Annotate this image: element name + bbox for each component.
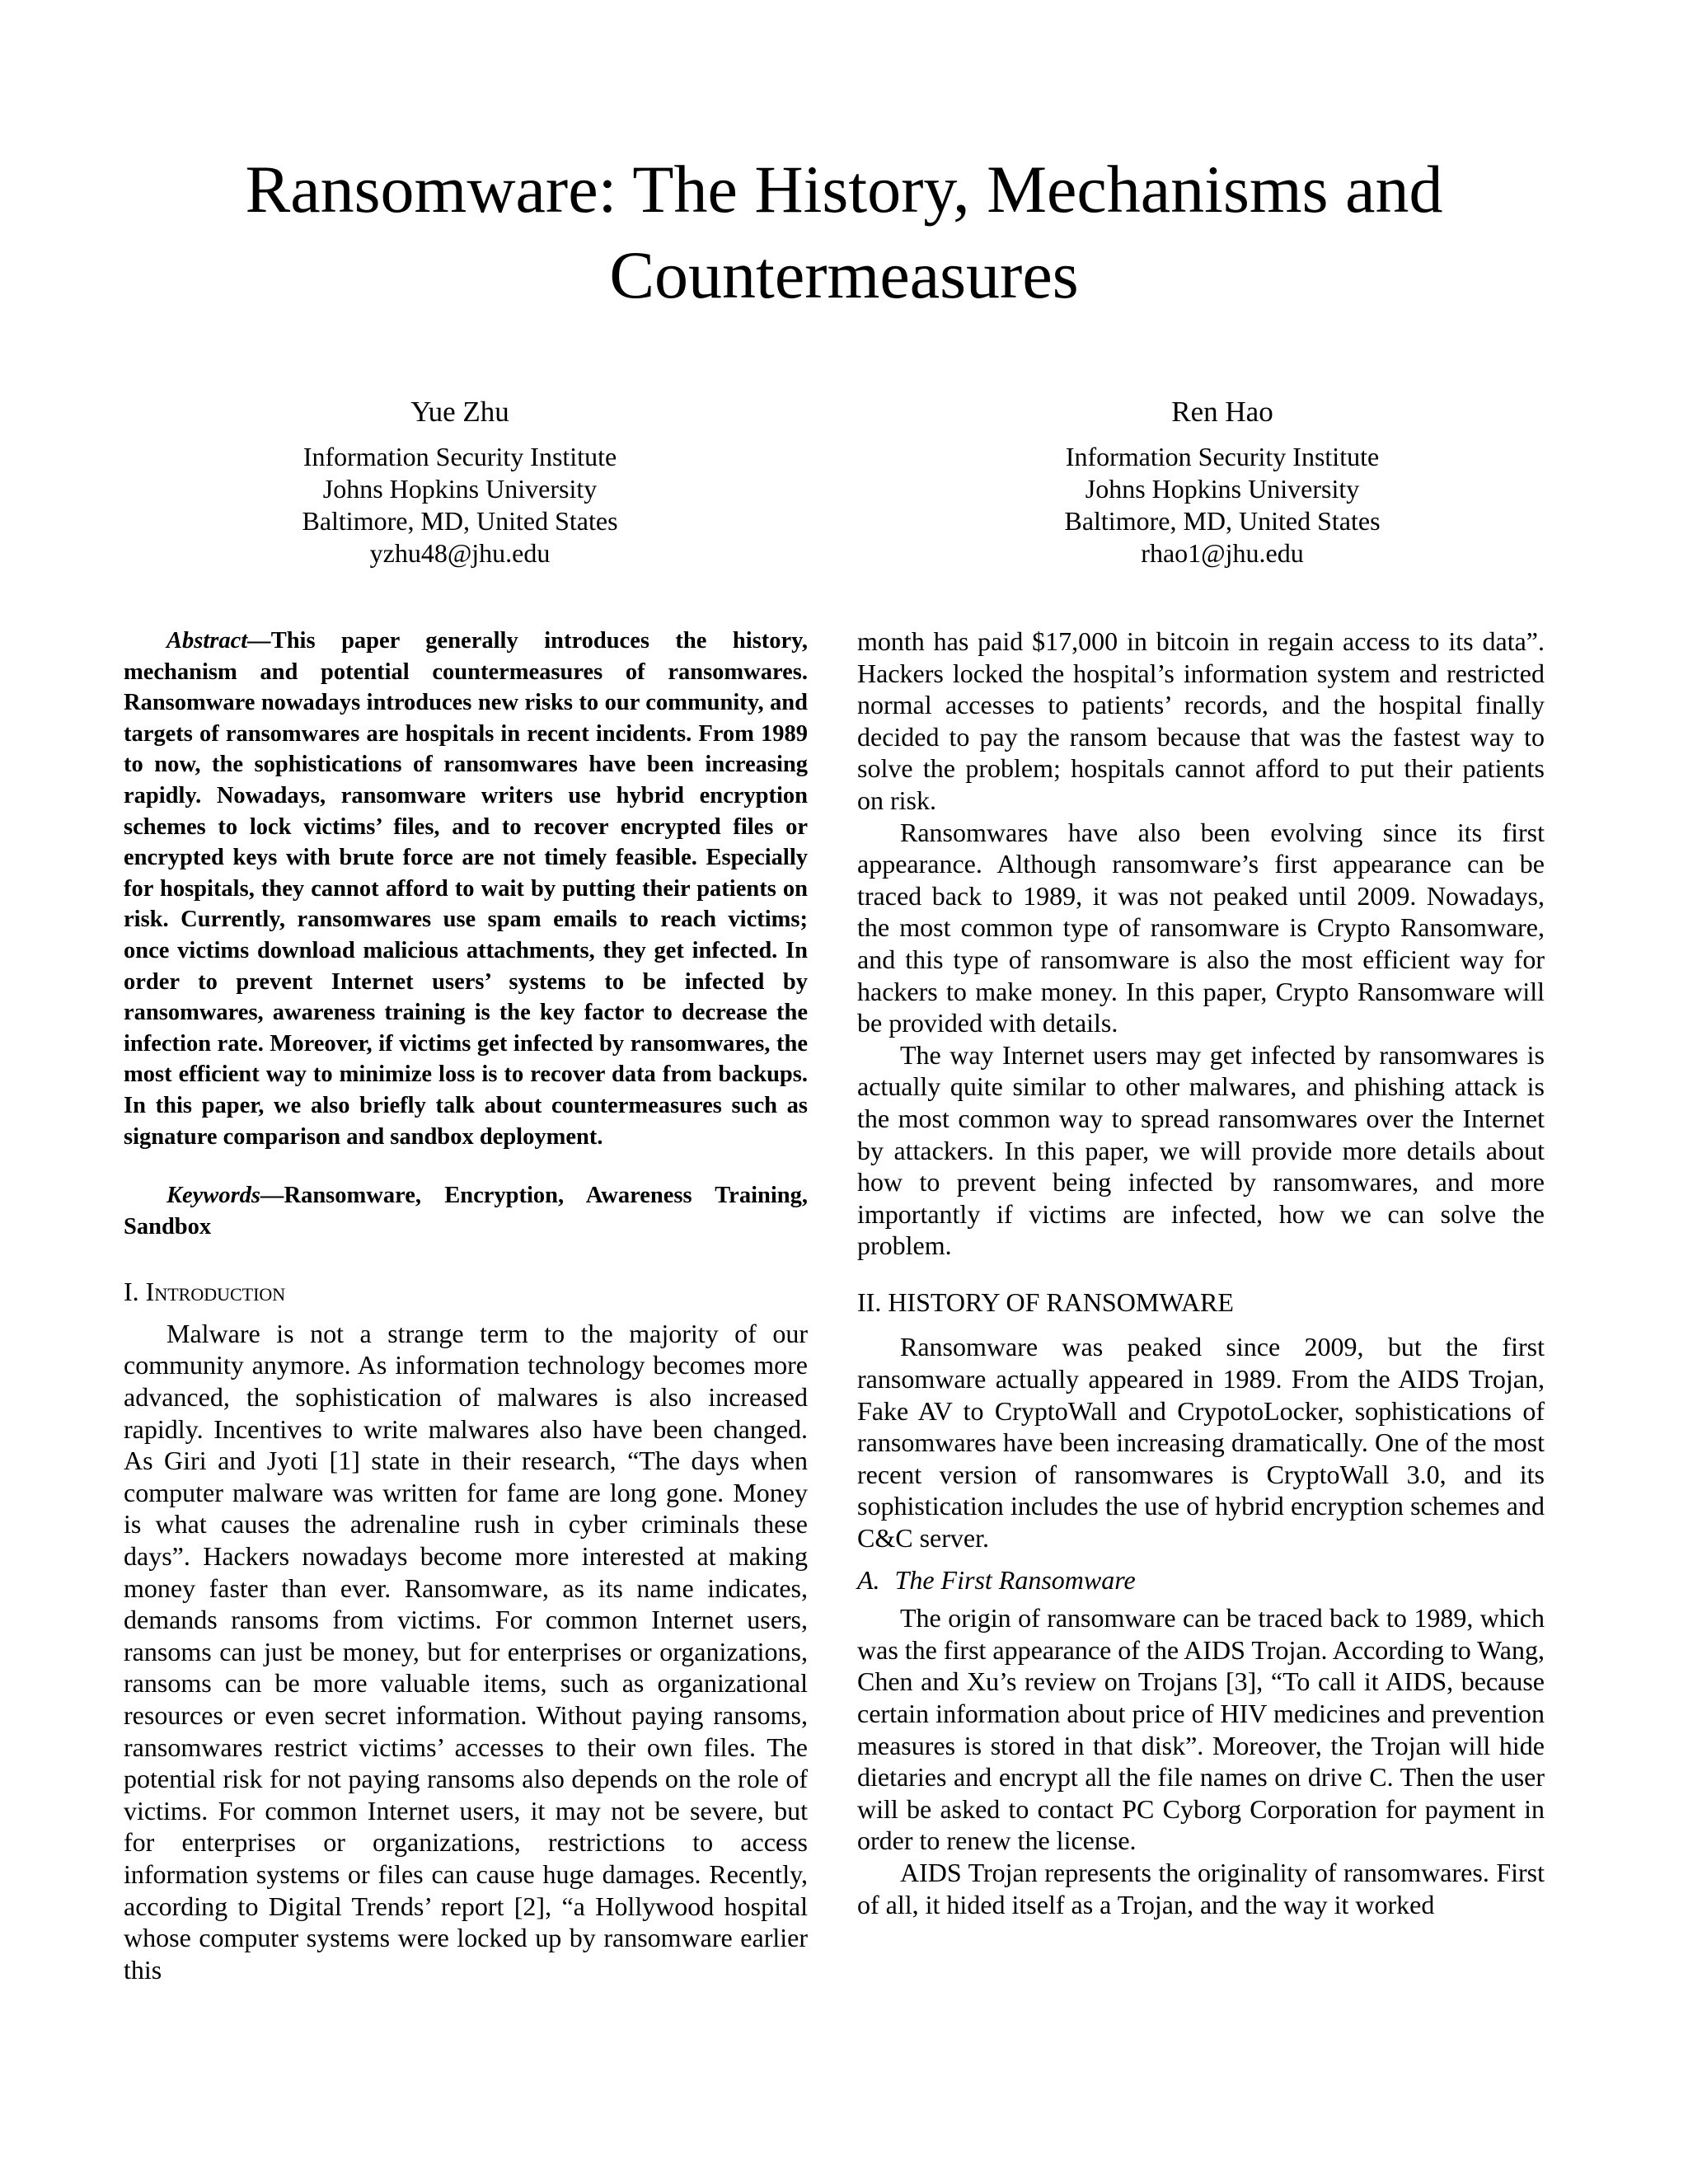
paragraph-continued: month has paid $17,000 in bitcoin in regain access to its data”. Hackers locked the hospital’s information system and restricted normal accesses to patients’ records, and the hospital finally decided to pay the ransom because that was the fastest way to solve the problem; hospitals cannot afford to put their patients on risk. — [857, 626, 1545, 815]
left-column — [124, 626, 808, 1985]
section-heading-introduction — [124, 1276, 808, 1308]
section-number: I. — [124, 1277, 139, 1307]
author-institute: Information Security Institute — [302, 442, 617, 471]
keywords-text: Ransomware, Encryption, Awareness Training, Sandbox — [124, 1183, 808, 1240]
keywords — [124, 1180, 808, 1242]
abstract-text: This paper generally introduces the history, mechanism and potential countermeasures of ransomwares. Ransomware nowadays introduces new risks to our community, and targets of ransomwares are hospitals in recent incidents. From 1989 to now, the sophistications of ransomwares have been increasing rapidly. Nowadays, ransomware writers use hybrid encryption schemes to lock victims’ files, and to recover encrypted files or encrypted keys with brute force are not timely feasible. Especially for hospitals, they cannot afford to wait by putting their patients on risk. Currently, ransomwares use spam emails to reach victims; once victims download malicious attachments, they get infected. In order to prevent Internet users’ systems to be infected by ransomwares, awareness training is the key factor to decrease the infection rate. Moreover, if victims get infected by ransomwares, the most efficient way to minimize loss is to recover data from backups. In this paper, we also briefly talk about countermeasures such as signature comparison and sandbox deployment. — [124, 628, 808, 1150]
subsection-label: A. — [857, 1564, 880, 1595]
paragraph: The origin of ransomware can be traced back to 1989, which was the first appearance of the AIDS Trojan. According to Wang, Chen and Xu’s review on Trojans [3], “To call it AIDS, because certain information about price of HIV medicines and prevention measures is stored in that disk”. Moreover, the Trojan will hide dietaries and encrypt all the file names on drive C. Then the user will be asked to contact PC Cyborg Corporation for payment in order to renew the license. — [857, 1603, 1545, 1856]
paragraph: Ransomwares have also been evolving since its first appearance. Although ransomware’s first appearance can be traced back to 1989, it was not peaked until 2009. Nowadays, the most common type of ransomware is Crypto Ransomware, and this type of ransomware is also the most efficient way for hackers to make money. In this paper, Crypto Ransomware will be provided with details. — [857, 817, 1545, 1038]
author-name: Ren Hao — [1171, 396, 1273, 428]
author-name: Yue Zhu — [410, 396, 509, 428]
author-institute: Information Security Institute — [1065, 442, 1380, 471]
paragraph: The way Internet users may get infected by ransomwares is actually quite similar to other malwares, and phishing attack is the most common way to spread ransomwares over the Internet by attackers. In this paper, we will provide more details about how to prevent being infected by ransomwares, and more importantly if victims are infected, how we can solve the problem. — [857, 1039, 1545, 1261]
author-location: Baltimore, MD, United States — [302, 506, 618, 536]
abstract-lead: Abstract— — [166, 628, 271, 654]
paragraph: Malware is not a strange term to the majority of our community anymore. As information technology becomes more advanced, the sophistication of malwares is also increased rapidly. Incentives to write malwares also have been changed. As Giri and Jyoti [1] state in their research, “The days when computer malware was written for fame are long gone. Money is what causes the adrenaline rush in cyber criminals these days”. Hackers nowadays become more interested at making money faster than ever. Ransomware, as its name indicates, demands ransoms from victims. For common Internet users, ransoms can just be money, but for enterprises or organizations, ransoms can be more valuable items, such as organizational resources or even secret information. Without paying ransoms, ransomwares restrict victims’ accesses to their own files. The potential risk for not paying ransoms also depends on the role of victims. For common Internet users, it may not be severe, but for enterprises or organizations, restrictions to access information systems or files can cause huge damages. Recently, according to Digital Trends’ report [2], “a Hollywood hospital whose computer systems were locked up by ransomware earlier this — [124, 1318, 808, 1985]
author-university: Johns Hopkins University — [1085, 474, 1360, 504]
author-location: Baltimore, MD, United States — [1064, 506, 1381, 536]
section-heading-history: II. HISTORY OF RANSOMWARE — [857, 1286, 1234, 1317]
paragraph: Ransomware was peaked since 2009, but the first ransomware actually appeared in 1989. From the AIDS Trojan, Fake AV to CryptoWall and CrypotoLocker, sophistications of ransomwares have been increasing dramatically. One of the most recent version of ransomwares is CryptoWall 3.0, and its sophistication includes the use of hybrid encryption schemes and C&C server. — [857, 1332, 1545, 1554]
section-title: Introduction — [145, 1277, 286, 1307]
paragraph: AIDS Trojan represents the originality of ransomwares. First of all, it hided itself as a Trojan, and the way it worked — [857, 1857, 1545, 1919]
author-block-1 — [147, 394, 773, 569]
abstract — [124, 626, 808, 1152]
paper-title: Ransomware: The History, Mechanisms and Countermeasures — [245, 152, 1443, 312]
subsection-title: The First Ransomware — [894, 1564, 1136, 1595]
author-email: rhao1@jhu.edu — [1141, 538, 1304, 568]
subsection-heading — [857, 1564, 1545, 1596]
author-university: Johns Hopkins University — [322, 474, 598, 504]
right-column — [857, 626, 1545, 1920]
keywords-lead: Keywords— — [166, 1183, 284, 1209]
author-block-2 — [909, 394, 1536, 569]
author-email: yzhu48@jhu.edu — [369, 538, 551, 568]
